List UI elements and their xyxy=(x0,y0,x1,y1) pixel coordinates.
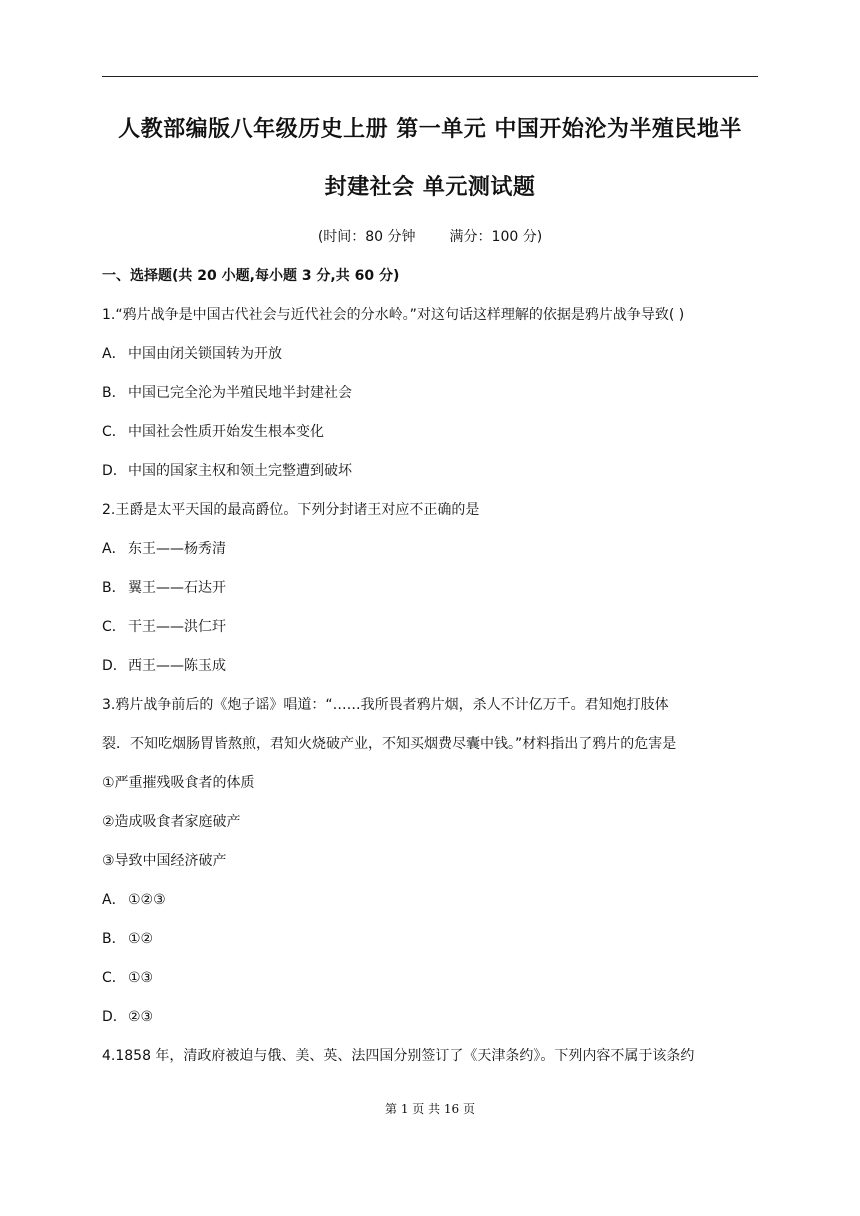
option-letter: A． xyxy=(102,346,126,362)
option-letter: C． xyxy=(102,619,126,635)
option-letter: C． xyxy=(102,970,126,986)
question-3-option-c xyxy=(102,967,153,987)
option-text: 翼王——石达开 xyxy=(128,580,226,596)
option-letter: B． xyxy=(102,580,126,596)
question-2-option-b xyxy=(102,577,226,597)
option-text: ①②③ xyxy=(128,892,166,908)
option-text: 中国社会性质开始发生根本变化 xyxy=(128,424,324,440)
question-3-option-a xyxy=(102,889,166,909)
full-score: 满分：100 分) xyxy=(449,229,543,245)
option-letter: D． xyxy=(102,658,127,674)
question-3-item-3: ③导致中国经济破产 xyxy=(102,853,227,869)
option-letter: A． xyxy=(102,892,126,908)
question-3-option-d xyxy=(102,1006,153,1026)
option-text: ②③ xyxy=(128,1009,154,1025)
exam-meta xyxy=(0,226,860,246)
option-letter: B． xyxy=(102,931,126,947)
question-3-stem-line2: 裂．不知吃烟肠胃皆熬煎，君知火烧破产业，不知买烟费尽囊中钱。”材料指出了鸦片的危害是 xyxy=(102,736,677,752)
option-text: 中国已完全沦为半殖民地半封建社会 xyxy=(128,385,352,401)
page-title-line2: 封建社会 单元测试题 xyxy=(324,175,536,200)
option-text: ①② xyxy=(128,931,154,947)
question-1-option-d xyxy=(102,460,352,480)
question-1-option-b xyxy=(102,382,352,402)
page-title-line1: 人教部编版八年级历史上册 第一单元 中国开始沦为半殖民地半 xyxy=(118,117,742,142)
question-2-stem: 2.王爵是太平天国的最高爵位。下列分封诸王对应不正确的是 xyxy=(102,502,480,518)
option-letter: A． xyxy=(102,541,126,557)
page-footer: 第 1 页 共 16 页 xyxy=(385,1102,475,1116)
section-heading: 一、选择题(共 20 小题,每小题 3 分,共 60 分) xyxy=(102,268,400,284)
question-2-option-a xyxy=(102,538,226,558)
question-3-item-2: ②造成吸食者家庭破产 xyxy=(102,814,241,830)
option-text: 干王——洪仁玕 xyxy=(128,619,226,635)
question-1-option-c xyxy=(102,421,324,441)
option-letter: C． xyxy=(102,424,126,440)
option-letter: D． xyxy=(102,1009,127,1025)
option-text: 中国的国家主权和领土完整遭到破坏 xyxy=(128,463,352,479)
question-3-stem-line1: 3.鸦片战争前后的《炮子谣》唱道：“……我所畏者鸦片烟，杀人不计亿万千。君知炮打肢体 xyxy=(102,697,669,713)
question-1-stem: 1.“鸦片战争是中国古代社会与近代社会的分水岭。”对这句话这样理解的依据是鸦片战争导致( ) xyxy=(102,307,685,323)
question-3-option-b xyxy=(102,928,153,948)
top-rule xyxy=(102,76,758,77)
option-letter: B． xyxy=(102,385,126,401)
option-text: 西王——陈玉成 xyxy=(128,658,226,674)
question-3-item-1: ①严重摧残吸食者的体质 xyxy=(102,775,255,791)
question-1-option-a xyxy=(102,343,282,363)
question-2-option-c xyxy=(102,616,226,636)
question-2-option-d xyxy=(102,655,226,675)
question-4-stem: 4.1858 年，清政府被迫与俄、美、英、法四国分别签订了《天津条约》。下列内容不属于该条约 xyxy=(102,1048,695,1064)
option-text: ①③ xyxy=(128,970,154,986)
option-text: 中国由闭关锁国转为开放 xyxy=(128,346,282,362)
option-text: 东王——杨秀清 xyxy=(128,541,226,557)
time-limit: (时间：80 分钟 xyxy=(317,229,416,245)
option-letter: D． xyxy=(102,463,127,479)
